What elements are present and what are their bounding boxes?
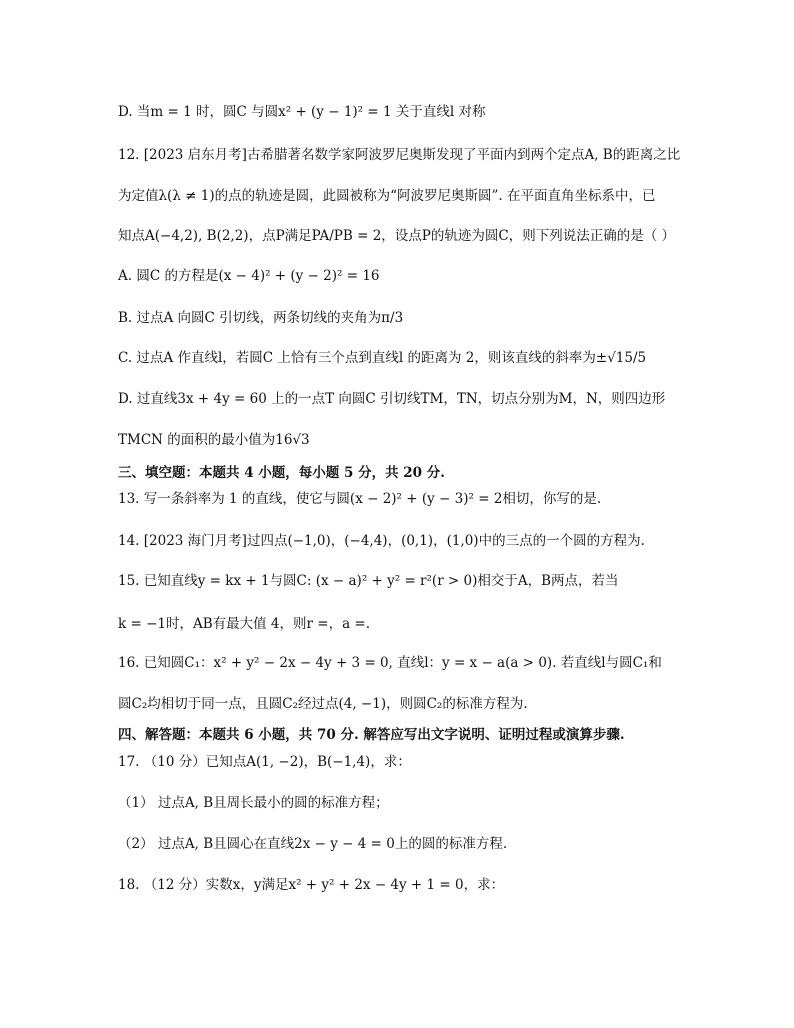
question-17: 17. （10 分）已知点A(1, −2)，B(−1,4)，求： (118, 754, 411, 770)
question-12-line-2: 为定值λ(λ ≠ 1)的点的轨迹是圆，此圆被称为“阿波罗尼奥斯圆”. 在平面直角坐标系中，已 (118, 188, 656, 204)
question-15-line-1: 15. 已知直线y = kx + 1与圆C: (x − a)² + y² = r²(r > 0)相交于A，B两点，若当 (118, 573, 619, 589)
question-12-line-1: 12. [2023 启东月考]古希腊著名数学家阿波罗尼奥斯发现了平面内到两个定点A, B的距离之比 (118, 147, 681, 163)
option-d-q11: D. 当m = 1 时，圆C 与圆x² + (y − 1)² = 1 关于直线l 对称 (118, 104, 486, 120)
question-17-part-1: （1） 过点A, B且周长最小的圆的标准方程； (118, 795, 389, 811)
option-d-q12-line-2: TMCN 的面积的最小值为16√3 (118, 432, 310, 448)
section-answer-header: 四、解答题：本题共 6 小题，共 70 分. 解答应写出文字说明、证明过程或演算步骤. (118, 727, 625, 743)
section-fill-in-header: 三、填空题：本题共 4 小题，每小题 5 分，共 20 分. (118, 465, 445, 481)
option-d-q12-line-1: D. 过直线3x + 4y = 60 上的一点T 向圆C 引切线TM，TN，切点分别为M，N，则四边形 (118, 391, 666, 407)
question-14: 14. [2023 海门月考]过四点(−1,0)，(−4,4)，(0,1)，(1,0)中的三点的一个圆的方程为. (118, 533, 645, 549)
option-c-q12: C. 过点A 作直线l，若圆C 上恰有三个点到直线l 的距离为 2，则该直线的斜率为±√15/5 (118, 350, 647, 366)
option-a-q12: A. 圆C 的方程是(x − 4)² + (y − 2)² = 16 (118, 268, 380, 284)
question-17-part-2: （2） 过点A, B且圆心在直线2x − y − 4 = 0上的圆的标准方程. (118, 836, 508, 852)
question-16-line-2: 圆C₂均相切于同一点，且圆C₂经过点(4, −1)，则圆C₂的标准方程为. (118, 696, 528, 712)
option-b-q12: B. 过点A 向圆C 引切线，两条切线的夹角为π/3 (118, 310, 404, 326)
question-12-line-3: 知点A(−4,2), B(2,2)，点P满足PA/PB = 2，设点P的轨迹为圆C，则下列说法正确的是（ ） (118, 228, 675, 244)
question-15-line-2: k = −1时，AB有最大值 4，则r =，a =. (118, 616, 371, 632)
question-16-line-1: 16. 已知圆C₁：x² + y² − 2x − 4y + 3 = 0, 直线l：y = x − a(a > 0). 若直线l与圆C₁和 (118, 655, 662, 671)
question-18: 18. （12 分）实数x，y满足x² + y² + 2x − 4y + 1 = 0，求： (118, 877, 505, 893)
question-13: 13. 写一条斜率为 1 的直线，使它与圆(x − 2)² + (y − 3)² = 2相切，你写的是. (118, 491, 602, 507)
